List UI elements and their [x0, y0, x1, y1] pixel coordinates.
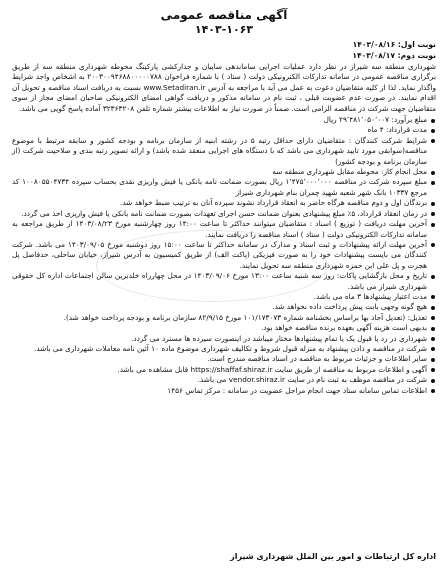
- list-item: اطلاعات تماس سامانه ستاد جهت انجام مراحل عضویت در سامانه : مرکز تماس ۱۴۵۶: [12, 386, 436, 396]
- list-item: آخرین مهلت ارائه پیشنهادات و ثبت اسناد و مدارک در سامانه حداکثر تا ساعت ۱۵:۰۰ روز دوشنبه مورخ ۱۴۰۳/۰۹/۰۵ می باشد. شرکت کنندگان می بایست پیشنهادات خود را به صورت فیزیکی (پاکت الف) از طریق کمیسیون به آدرس شیراز، خیابان ساحلی، حدفاصل پل هجرت و پل علی ابن حمزه شهرداری منطقه سه تحویل نمایند.: [12, 240, 436, 271]
- list-item: مدت قرارداد: ۴ ماه: [12, 125, 436, 135]
- intro-paragraph: شهرداری منطقه سه شیراز در نظر دارد عملیات اجرایی ساماندهی سایبان و جدارکشی پارکینگ محوطه شهرداری منطقه سه از طریق برگزاری مناقصه عمومی در سامانه تدارکات الکترونیکی دولت ( ستاد ) با شماره فراخوان ۲۰۰۳۰۰۹۴۶۸۸۰۰۰۰۰۷۸۸ به اشخاص واجد شرایط واگذار نماید. لذا از کلیه متقاضیان دعوت به عمل می آید با مراجعه به آدرس www.Setadiran.ir نسبت به دریافت اسناد مناقصه و تحویل آن اقدام نمایند. در صورت عدم عضویت قبلی ، ثبت نام در سامانه مذکور و دریافت گواهی امضای الکترونیکی صاحبان امضای مجاز از سوی متقاضیان جهت شرکت در مناقصه الزامی است. ضمناً در صورت نیاز به اطلاعات بیشتر شماره تلفن ۳۲۳۶۳۲۰۸ آماده پاسخ گویی می باشد.: [12, 62, 436, 113]
- list-item: تاریخ و محل بازگشایی پاکات: روز سه شنبه ساعت ۱۳:۰۰ مورخ ۱۴۰۳/۰۹/۰۶ در محل چهارراه خلدبرین سالن اجتماعات اداره کل حقوقی شهرداری شیراز می باشد.: [12, 271, 436, 292]
- issuer-footer: اداره کل ارتباطات و امور بین الملل شهرداری شیراز: [230, 552, 436, 561]
- list-item: سایر اطلاعات و جزئیات مربوط به مناقصه در اسناد مناقصه مندرج است.: [12, 354, 436, 364]
- tender-notice: [12, 8, 436, 396]
- list-item: تعدیل: (تعدیل آحاد بها براساس بخشنامه شماره ۱۰۱/۱۷۳۰۷۳ مورخ ۸۲/۹/۱۵ سازمان برنامه و بودجه پرداخت خواهد شد).: [12, 313, 436, 323]
- list-item: محل انجام کار: محوطه مقابل شهرداری منطقه سه: [12, 167, 436, 177]
- conditions-list: [12, 115, 436, 396]
- list-item: هیچ گونه وجهی بابت پیش پرداخت داده نخواهد شد.: [12, 302, 436, 312]
- list-item: آگهی و اطلاعات مربوط به مناقصه از طریق سایت https://shaffaf.shiraz.ir قابل مشاهده می باشد.: [12, 365, 436, 375]
- list-item: مبلغ برآورد: ۲۹٬۴۸۱٬۰۵۰٬۰۰۷ ریال: [12, 115, 436, 125]
- list-item: مبلغ سپرده شرکت در مناقصه ۱٬۴۷۵٬۰۰۰٬۰۰۰ ریال بصورت ضمانت نامه بانکی یا فیش واریزی نقدی بحساب سپرده ۱۰۰۸۰۵۵۰۴۷۳۴ کد مرجع ۱۰۳۳۷ بانک شهر شعبه شهید چمران بنام شهرداری شیراز: [12, 177, 436, 198]
- list-item: شرایط شرکت کنندگان : متقاضیان دارای حداقل رتبه ۵ در رشته ابنیه از سازمان برنامه و بودجه کشور و سابقه مرتبط با موضوع مناقصه(سوابقی مورد تایید شهرداری می باشد که با دستگاه های اجرایی منعقد شده باشد) و ارائه تصویر رتبه بندی و صلاحیت شرکت (از سازمان برنامه و بودجه کشور): [12, 136, 436, 167]
- notice-title: آگهی مناقصه عمومی: [160, 8, 288, 22]
- list-item: شرکت در مناقصه و دادن پیشنهاد به منزله قبول شروط و تکالیف شهرداری موضوع ماده ۱۰ آئین نامه معاملات شهرداری می باشد.: [12, 344, 436, 354]
- list-item: در زمان انعقاد قرارداد، ۵٪ مبلغ پیشنهادی بعنوان ضمانت حسن اجرای تعهدات بصورت ضمانت نامه بانکی یا فیش واریزی اخذ می گردد.: [12, 209, 436, 219]
- list-item: برندگان اول و دوم مناقصه هرگاه حاضر به انعقاد قرارداد نشوند سپرده آنان به ترتیب ضبط خواهد شد.: [12, 198, 436, 208]
- notice-number: ۱۴۰۳-۱۰۶۳: [194, 23, 254, 36]
- list-item: مدت اعتبار پیشنهادها ۳ ماه می باشد.: [12, 292, 436, 302]
- list-item: بدیهی است هزینه آگهی بعهده برنده مناقصه خواهد بود.: [12, 323, 436, 333]
- first-run-date: نوبت اول: ۱۴۰۳/۰۸/۱۶: [352, 40, 436, 49]
- list-item: شرکت در مناقصه موظف به ثبت نام در سایت vendor.shiraz.ir می باشد.: [12, 375, 436, 385]
- second-run-date: نوبت دوم: ۱۴۰۳/۰۸/۱۷: [352, 51, 436, 60]
- list-item: آخرین مهلت دریافت ( توزیع ) اسناد : متقاضیان میتوانند حداکثر تا ساعت ۱۴:۰۰ روز چهارشنبه مورخ ۱۴۰۳/۰۸/۲۳ از طریق مراجعه به سامانه تدارکات الکترونیکی دولت ( ستاد ) اسناد مناقصه را دریافت نمایند.: [12, 219, 436, 240]
- list-item: شهرداری در رد یا قبول یک یا تمام پیشنهادها مختار میباشد در اینصورت سپرده ها مسترد می گردد.: [12, 334, 436, 344]
